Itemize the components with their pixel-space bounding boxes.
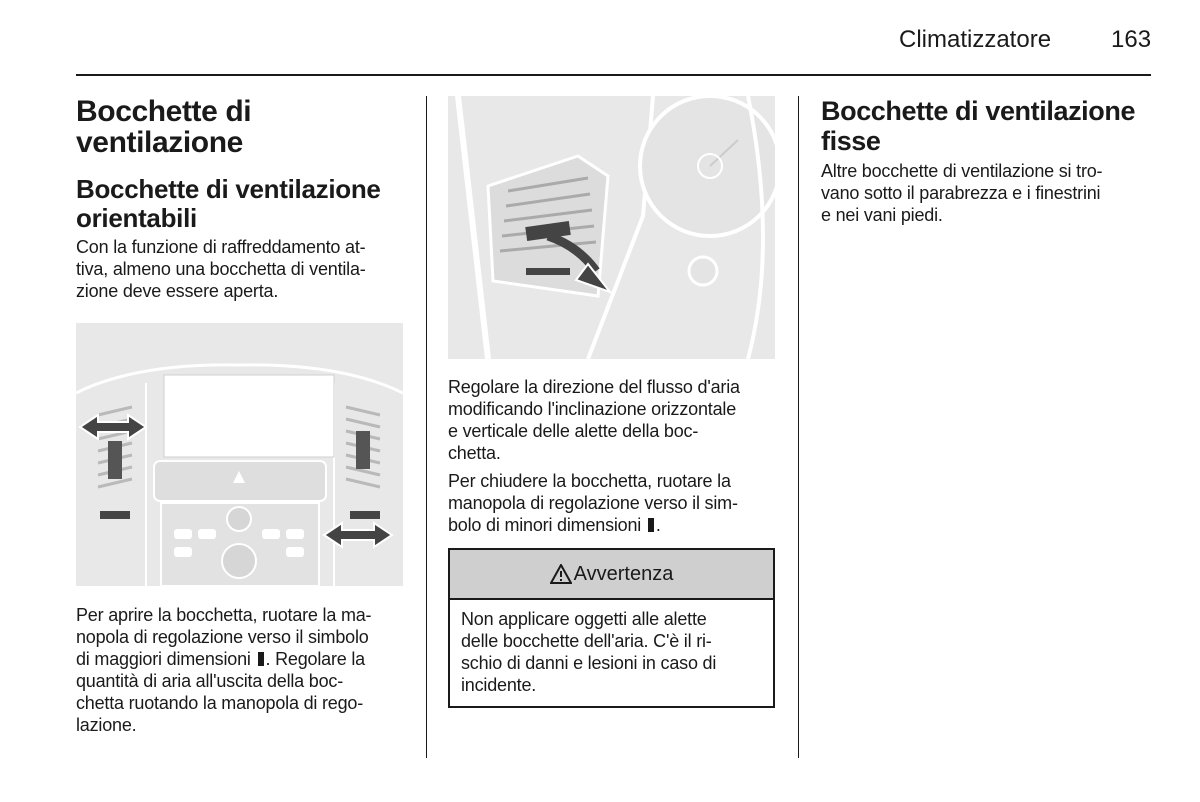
vent-knob-symbol-icon xyxy=(258,652,264,666)
warning-header xyxy=(450,550,773,600)
warning-text: Non applicare oggetti alle alette delle bocchette dell'aria. C'è il ri- schio di danni e lesioni in caso di incidente. xyxy=(461,609,717,695)
subsection-title: Bocchette di ventilazione orientabili xyxy=(76,174,381,233)
header-rule xyxy=(76,74,1151,76)
airflow-direction-paragraph: Regolare la direzione del flusso d'aria modificando l'inclinazione orizzontale e verticale delle alette della boc- chetta. xyxy=(448,377,740,463)
dashboard-vents-illustration xyxy=(76,323,403,586)
open-vent-paragraph: Per aprire la bocchetta, ruotare la ma- nopola di regolazione verso il simbolo di maggiori dimensioni . Regolare la quantità di aria all'uscita della boc- chetta ruotando la manopola di rego- lazione. xyxy=(76,605,372,735)
warning-triangle-icon xyxy=(550,564,572,584)
column-2 xyxy=(448,376,788,536)
fixed-vents-paragraph: Altre bocchette di ventilazione si tro- vano sotto il parabrezza e i finestrini e nei vani piedi. xyxy=(821,161,1103,225)
column-3 xyxy=(821,96,1151,226)
column-divider-1 xyxy=(426,96,427,758)
column-1 xyxy=(76,96,411,302)
warning-title: Avvertenza xyxy=(573,562,674,585)
column-divider-2 xyxy=(798,96,799,758)
vent-adjustment-illustration xyxy=(448,96,775,359)
section-title: Bocchette di ventilazione xyxy=(76,95,252,159)
fixed-vents-title: Bocchette di ventilazione fisse xyxy=(821,96,1136,156)
close-vent-paragraph: Per chiudere la bocchetta, ruotare la manopola di regolazione verso il sim- bolo di minori dimensioni . xyxy=(448,471,738,535)
column-1-lower xyxy=(76,604,411,736)
vent-knob-symbol-icon xyxy=(648,518,654,532)
page-number: 163 xyxy=(1111,26,1152,53)
header-section-title: Climatizzatore xyxy=(899,26,1052,53)
warning-box xyxy=(448,548,775,708)
intro-paragraph: Con la funzione di raffreddamento at- tiva, almeno una bocchetta di ventila- zione deve essere aperta. xyxy=(76,237,366,301)
